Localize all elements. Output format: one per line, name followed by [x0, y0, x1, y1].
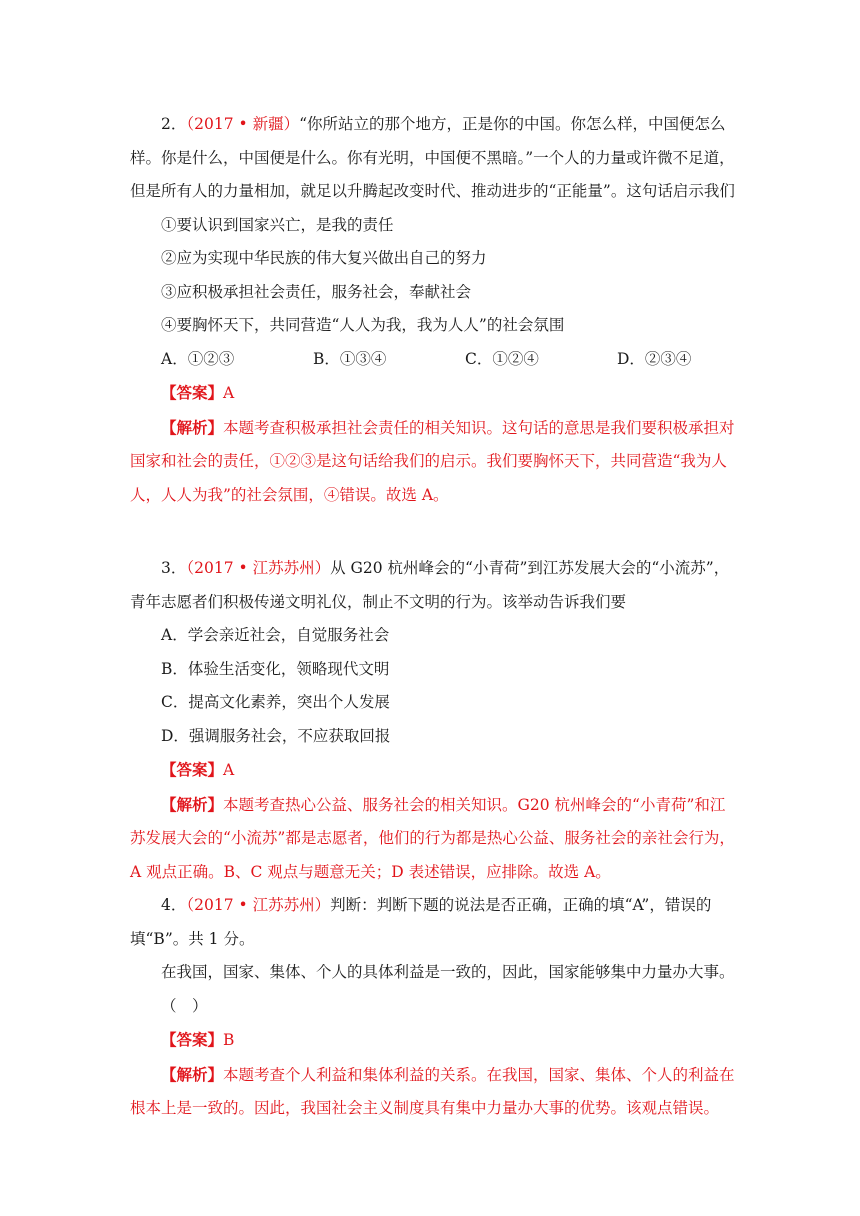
question-number: 4．: [161, 896, 187, 914]
answer-value: A: [223, 761, 235, 779]
question-3-answer: [130, 753, 735, 788]
question-number: 3．: [161, 559, 187, 577]
question-2-analysis: [130, 411, 735, 513]
statement-4: ④要胸怀天下，共同营造“人人为我，我为人人”的社会氛围: [161, 316, 565, 334]
question-4-statement: 在我国，国家、集体、个人的具体利益是一致的，因此，国家能够集中力量办大事。（ ）: [161, 963, 735, 1015]
option-c: C．提高文化素养，突出个人发展: [161, 693, 390, 711]
question-source: （2017 • 江苏苏州）: [186, 896, 331, 914]
option-d: D．②③④: [617, 349, 692, 368]
question-3-analysis: [130, 788, 735, 890]
analysis-text: 本题考查个人利益和集体利益的关系。在我国，国家、集体、个人的利益在根本上是一致的。因此，我国社会主义制度具有集中力量办大事的优势。该观点错误。: [130, 1065, 735, 1117]
statement-1: ①要认识到国家兴亡，是我的责任: [161, 215, 394, 234]
question-4-stem: [130, 889, 735, 956]
question-4-answer: [130, 1023, 735, 1058]
answer-label: 【答案】: [161, 760, 224, 779]
answer-value: B: [223, 1031, 235, 1049]
question-number: 2．: [161, 115, 187, 133]
question-stem-text: “你所站立的那个地方，正是你的中国。你怎么样，中国便怎么样。你是什么，中国便是什么。你有光明，中国便不黑暗。”一个人的力量或许微不足道，但是所有人的力量相加，就足以升腾起改变时代、推动进步的“正能量”。这句话启示我们: [130, 115, 735, 200]
statement-2: ②应为实现中华民族的伟大复兴做出自己的努力: [161, 249, 487, 267]
question-stem-text: 从 G20 杭州峰会的“小青荷”到江苏发展大会的“小流苏”，青年志愿者们积极传递文明礼仪，制止不文明的行为。该举动告诉我们要: [130, 559, 730, 611]
option-b: B．①③④: [313, 349, 387, 368]
answer-label: 【答案】: [161, 383, 224, 402]
question-4-analysis: [130, 1058, 735, 1126]
question-stem-text: 判断：判断下题的说法是否正确，正确的填“A”，错误的填“B”。共 1 分。: [130, 896, 712, 948]
analysis-text: 本题考查积极承担社会责任的相关知识。这句话的意思是我们要积极承担对国家和社会的责任，①②③是这句话给我们的启示。我们要胸怀天下，共同营造“我为人人，人人为我”的社会氛围，④错误。故选 A。: [130, 418, 735, 504]
analysis-text: 本题考查热心公益、服务社会的相关知识。G20 杭州峰会的“小青荷”和江苏发展大会的“小流苏”都是志愿者，他们的行为都是热心公益、服务社会的亲社会行为，A 观点正确。B、C 观点与题意无关；D 表述错误，应排除。故选 A。: [130, 795, 735, 881]
question-source: （2017 • 江苏苏州）: [186, 559, 331, 577]
statement-3: ③应积极承担社会责任，服务社会，奉献社会: [161, 282, 472, 301]
question-2-options: [130, 343, 735, 377]
question-2-answer: [130, 376, 735, 411]
option-b: B．体验生活变化，领略现代文明: [161, 659, 390, 678]
option-a: A．学会亲近社会，自觉服务社会: [161, 626, 390, 644]
document-content: [130, 108, 735, 1126]
question-3-stem: [130, 552, 735, 619]
option-c: C．①②④: [465, 349, 539, 368]
option-a: A．①②③: [161, 349, 235, 368]
analysis-label: 【解析】: [161, 794, 224, 814]
analysis-label: 【解析】: [161, 1064, 224, 1084]
question-2-stem: [130, 108, 735, 209]
answer-value: A: [223, 384, 235, 402]
analysis-label: 【解析】: [161, 417, 224, 437]
answer-label: 【答案】: [161, 1030, 224, 1049]
spacer: [130, 512, 735, 552]
question-source: （2017 • 新疆）: [186, 115, 300, 133]
option-d: D．强调服务社会，不应获取回报: [161, 726, 391, 745]
